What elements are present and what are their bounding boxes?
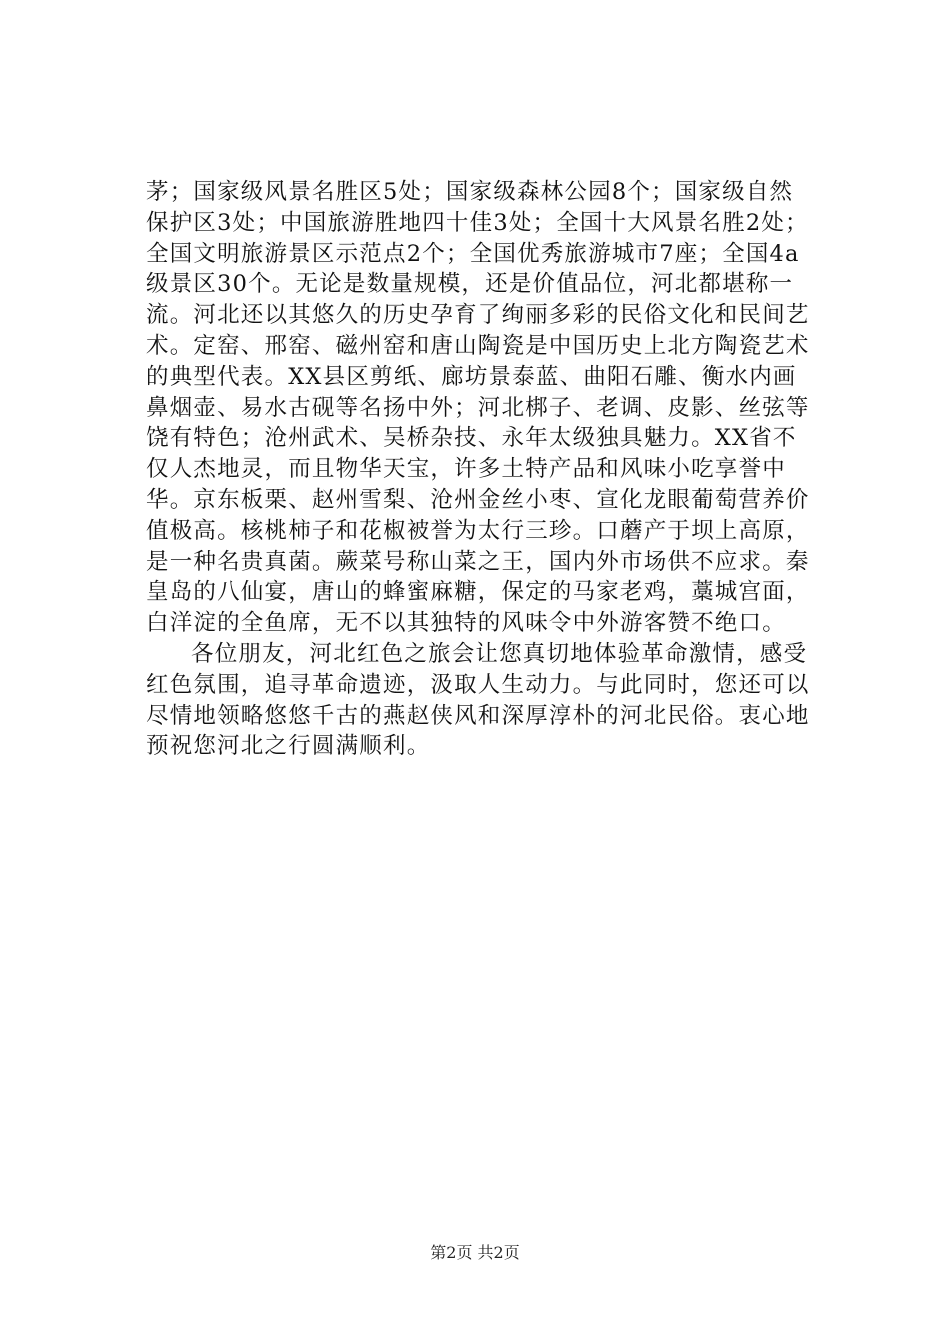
document-body [146, 177, 810, 762]
paragraph-closing: 各位朋友，河北红色之旅会让您真切地体验革命激情，感受红色氛围，追寻革命遗迹，汲取人生动力。与此同时，您还可以尽情地领略悠悠千古的燕赵侠风和深厚淳朴的河北民俗。衷心地预祝您河北之行圆满顺利。 [146, 640, 810, 760]
paragraph-continued: 茅；国家级风景名胜区5处；国家级森林公园8个；国家级自然保护区3处；中国旅游胜地四十佳3处；全国十大风景名胜2处；全国文明旅游景区示范点2个；全国优秀旅游城市7座；全国4a级景区30个。无论是数量规模，还是价值品位，河北都堪称一流。河北还以其悠久的历史孕育了绚丽多彩的民俗文化和民间艺术。定窑、邢窑、磁州窑和唐山陶瓷是中国历史上北方陶瓷艺术的典型代表。XX县区剪纸、廊坊景泰蓝、曲阳石雕、衡水内画鼻烟壶、易水古砚等名扬中外；河北梆子、老调、皮影、丝弦等饶有特色；沧州武术、吴桥杂技、永年太级独具魅力。XX省不仅人杰地灵，而且物华天宝，许多土特产品和风味小吃享誉中华。京东板栗、赵州雪梨、沧州金丝小枣、宣化龙眼葡萄营养价值极高。核桃柿子和花椒被誉为太行三珍。口蘑产于坝上高原，是一种名贵真菌。蕨菜号称山菜之王，国内外市场供不应求。秦皇岛的八仙宴，唐山的蜂蜜麻糖，保定的马家老鸡，藁城宫面，白洋淀的全鱼席，无不以其独特的风味令中外游客赞不绝口。 [146, 179, 810, 637]
page-footer: 第2页 共2页 [430, 1243, 520, 1262]
